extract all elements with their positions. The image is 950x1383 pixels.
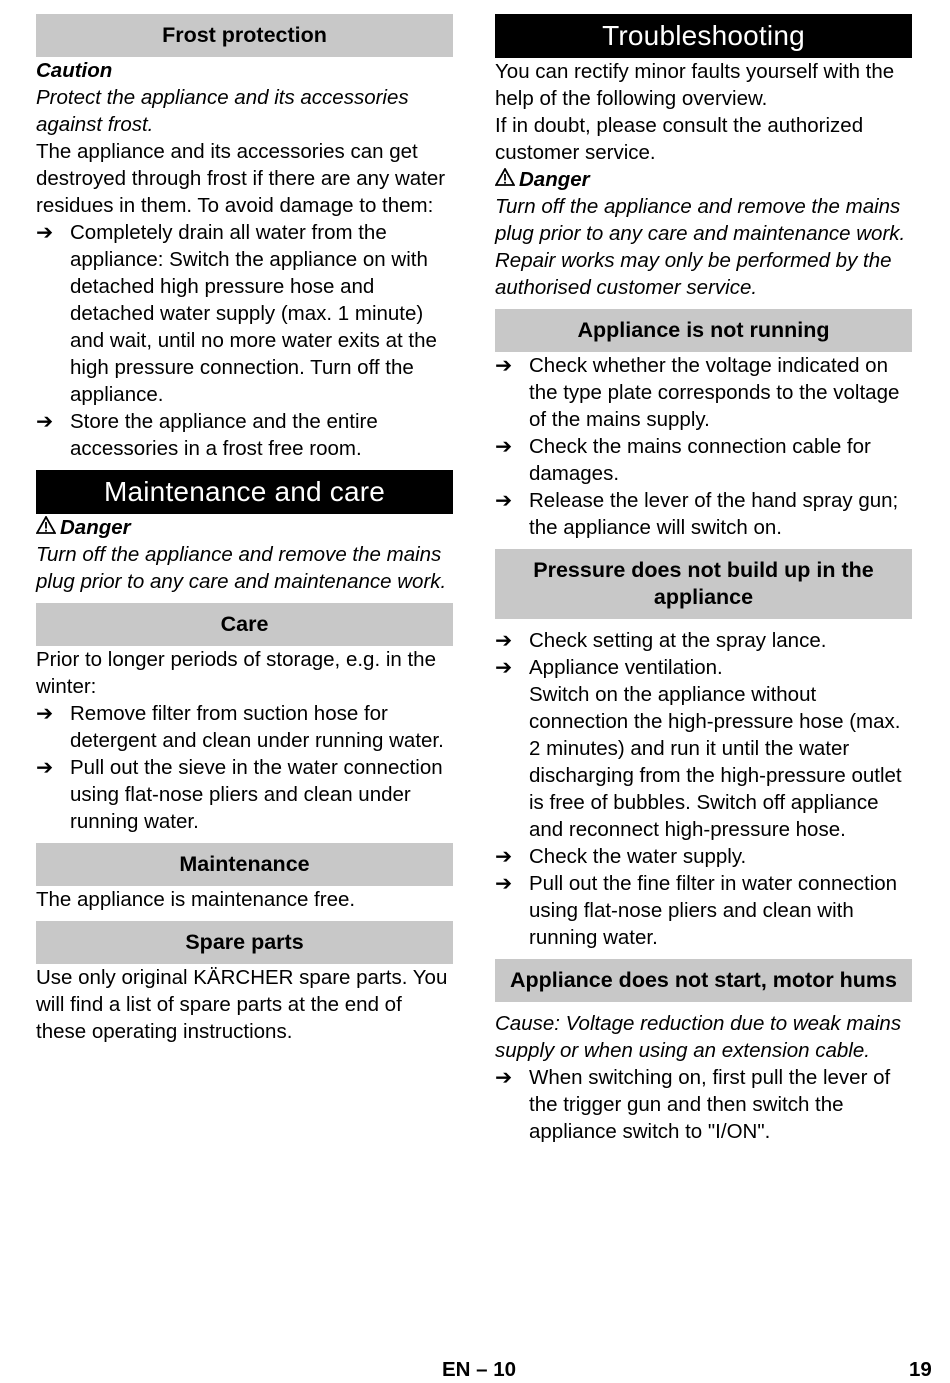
list-item-text: Pull out the fine filter in water connection using flat-nose pliers and clean with running water.	[529, 872, 898, 949]
troubleshooting-heading: Troubleshooting	[495, 14, 912, 58]
maintenance-and-care-heading: Maintenance and care	[36, 470, 453, 514]
list-item-text: When switching on, first pull the lever of the trigger gun and then switch the appliance switch to "I/ON".	[529, 1066, 891, 1143]
list-item	[495, 433, 912, 487]
warning-triangle-icon	[36, 514, 60, 541]
list-item	[495, 627, 912, 654]
arrow-right-icon: ➔	[495, 1066, 513, 1089]
danger-text: Turn off the appliance and remove the mains plug prior to any care and maintenance work.	[36, 543, 447, 593]
list-item	[495, 843, 912, 870]
arrow-right-icon: ➔	[495, 354, 513, 377]
list-item-text: Appliance ventilation.	[529, 656, 723, 679]
pressure-heading: Pressure does not build up in the appliance	[495, 549, 912, 619]
list-item	[495, 870, 912, 951]
maintenance-body: The appliance is maintenance free.	[36, 888, 356, 911]
list-item	[36, 219, 453, 408]
arrow-right-icon: ➔	[36, 221, 54, 244]
arrow-right-icon: ➔	[495, 872, 513, 895]
list-item-text: Check setting at the spray lance.	[529, 629, 827, 652]
list-item-text: Remove filter from suction hose for detergent and clean under running water.	[70, 702, 444, 752]
motor-hums-heading: Appliance does not start, motor hums	[495, 959, 912, 1002]
spare-parts-heading: Spare parts	[36, 921, 453, 964]
spare-parts-body: Use only original KÄRCHER spare parts. You will find a list of spare parts at the end of these operating instructions.	[36, 966, 448, 1043]
frost-protection-heading: Frost protection	[36, 14, 453, 57]
arrow-right-icon: ➔	[495, 656, 513, 679]
list-item	[36, 408, 453, 462]
danger-label-row	[36, 514, 453, 541]
warning-triangle-icon	[495, 166, 519, 193]
care-body: Prior to longer periods of storage, e.g. in the winter:	[36, 648, 436, 698]
arrow-right-icon: ➔	[495, 435, 513, 458]
danger-label-row	[495, 166, 912, 193]
list-item	[495, 654, 912, 843]
caution-label: Caution	[36, 59, 113, 82]
list-item-detail: Switch on the appliance without connection the high-pressure hose (max. 2 minutes) and run it until the water discharging from the high-pressure outlet is free of bubbles. Switch off appliance and reconnect high-pressure hose.	[529, 683, 902, 841]
danger-text-2: Repair works may only be performed by the authorised customer service.	[495, 249, 892, 299]
list-item-text: Check the water supply.	[529, 845, 747, 868]
arrow-right-icon: ➔	[495, 845, 513, 868]
arrow-right-icon: ➔	[495, 629, 513, 652]
care-heading: Care	[36, 603, 453, 646]
danger-text: Turn off the appliance and remove the mains plug prior to any care and maintenance work.	[495, 195, 906, 245]
list-item	[36, 754, 453, 835]
list-item-text: Check the mains connection cable for damages.	[529, 435, 871, 485]
troubleshooting-intro: You can rectify minor faults yourself with the help of the following overview.	[495, 60, 895, 110]
left-column	[36, 14, 453, 1045]
list-item	[495, 487, 912, 541]
list-item	[495, 1064, 912, 1145]
arrow-right-icon: ➔	[36, 410, 54, 433]
list-item-text: Pull out the sieve in the water connection using flat-nose pliers and clean under running water.	[70, 756, 443, 833]
caution-text: Protect the appliance and its accessories against frost.	[36, 86, 409, 136]
arrow-right-icon: ➔	[36, 756, 54, 779]
frost-body: The appliance and its accessories can get destroyed through frost if there are any water residues in them. To avoid damage to them:	[36, 140, 446, 217]
list-item-text: Release the lever of the hand spray gun; the appliance will switch on.	[529, 489, 899, 539]
cause-text: Cause: Voltage reduction due to weak mains supply or when using an extension cable.	[495, 1012, 902, 1062]
page-number: 19	[909, 1358, 932, 1381]
right-column	[495, 14, 912, 1145]
not-running-heading: Appliance is not running	[495, 309, 912, 352]
list-item-text: Check whether the voltage indicated on the type plate corresponds to the voltage of the mains supply.	[529, 354, 900, 431]
arrow-right-icon: ➔	[495, 489, 513, 512]
danger-label: Danger	[519, 168, 590, 191]
danger-label: Danger	[60, 516, 131, 539]
maintenance-heading: Maintenance	[36, 843, 453, 886]
arrow-right-icon: ➔	[36, 702, 54, 725]
list-item-text: Completely drain all water from the appliance: Switch the appliance on with detached high pressure hose and detached water supply (max. 1 minute) and wait, until no more water exits at the high pressure connection. Turn off the appliance.	[70, 221, 437, 406]
list-item-text: Store the appliance and the entire accessories in a frost free room.	[70, 410, 378, 460]
list-item	[495, 352, 912, 433]
page-label: EN – 10	[442, 1358, 517, 1381]
troubleshooting-intro-2: If in doubt, please consult the authorized customer service.	[495, 114, 864, 164]
list-item	[36, 700, 453, 754]
